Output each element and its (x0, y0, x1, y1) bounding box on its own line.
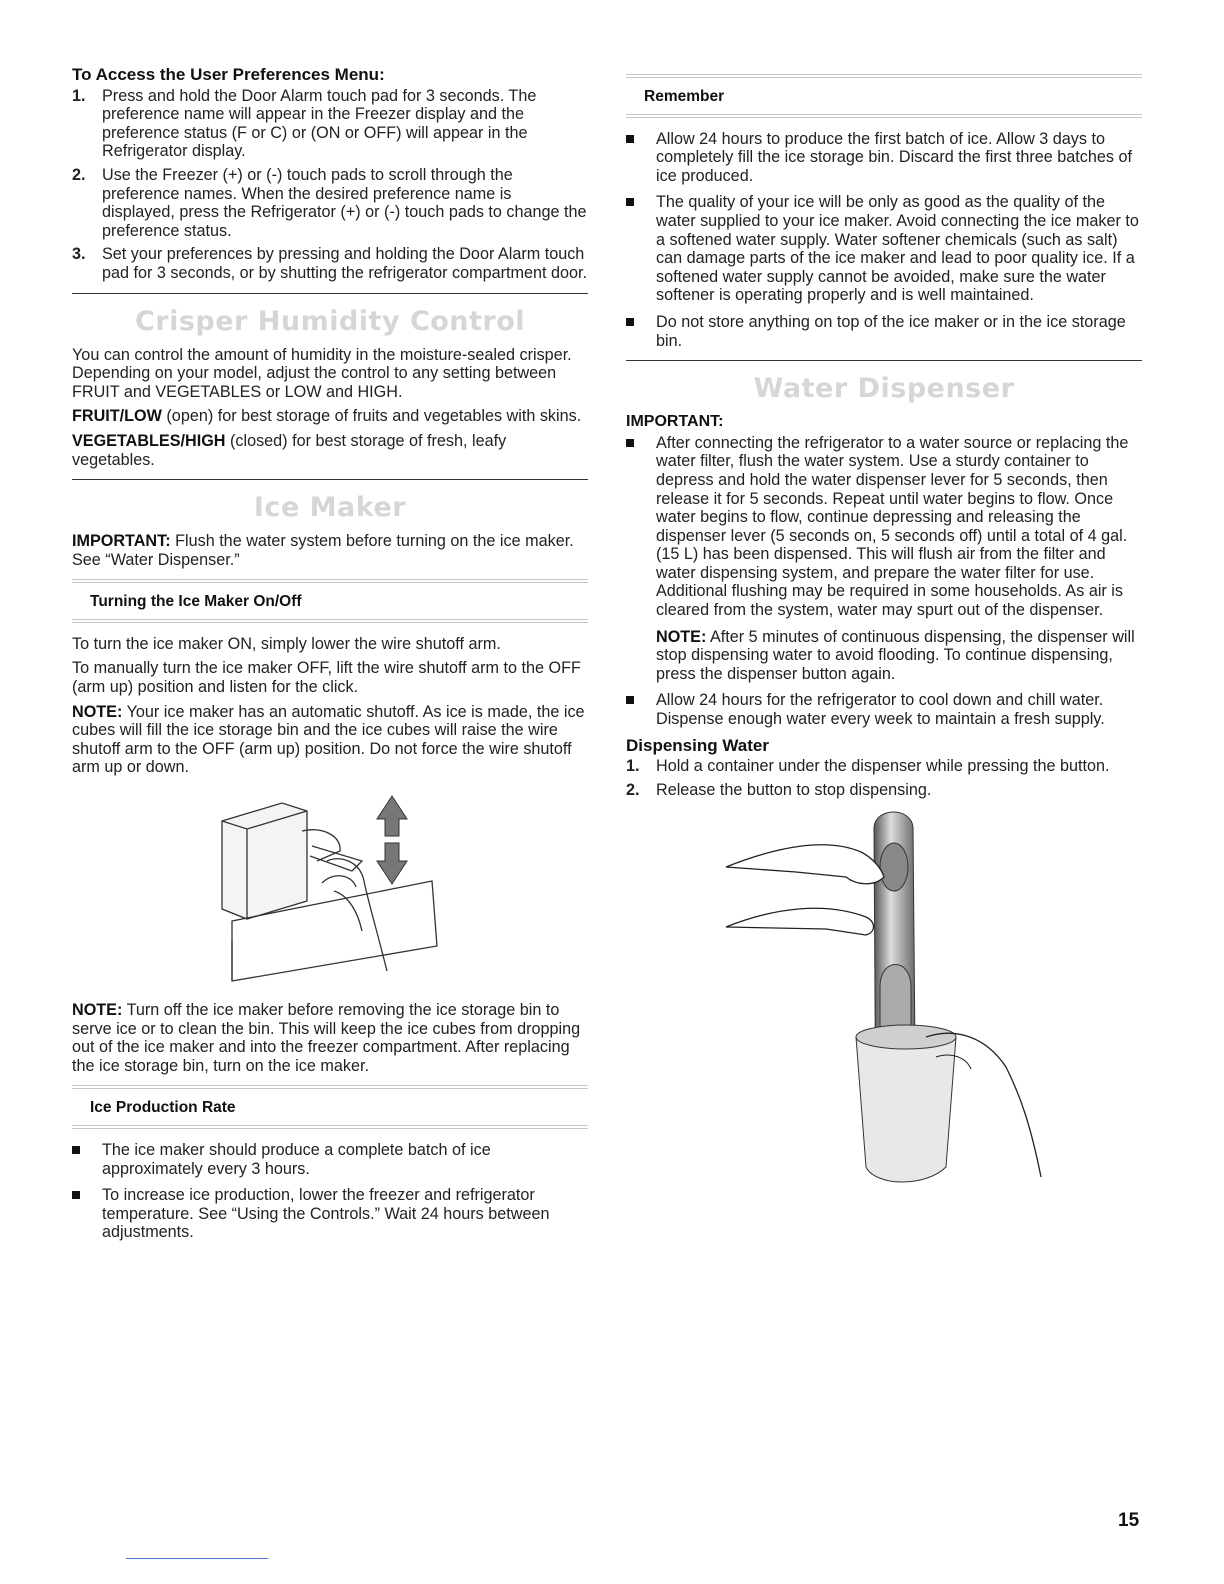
remember-box: Remember (626, 74, 1142, 118)
ice-important-paragraph (72, 532, 588, 569)
turning-ice-maker-box: Turning the Ice Maker On/Off (72, 579, 588, 623)
ice-production-bullets (72, 1141, 588, 1242)
vegetables-high-text: (closed) for best storage of fresh, leafy vegetables. (72, 431, 507, 469)
bullet-text: The ice maker should produce a complete batch of ice approximately every 3 hours. (102, 1141, 491, 1178)
water-dispenser-title: Water Dispenser (753, 373, 1015, 405)
step-text: Hold a container under the dispenser while pressing the button. (656, 757, 1110, 776)
turn-off-text: To manually turn the ice maker OFF, lift the wire shutoff arm to the OFF (arm up) position and listen for the click. (72, 659, 581, 697)
note-text: After 5 minutes of continuous dispensing, the dispenser will stop dispensing water to avoid flooding. To continue dispensing, press the dispenser button again. (656, 627, 1135, 683)
list-item (626, 130, 1142, 186)
note-text: Turn off the ice maker before removing the ice storage bin to serve ice or to clean the bin. This will keep the ice cubes from dropping out of the ice maker and into the freezer compartment. After replacing the ice storage bin, turn on the ice maker. (72, 1001, 581, 1075)
bullet-icon (626, 439, 634, 447)
list-item (626, 757, 1142, 776)
fruit-low-paragraph (72, 407, 588, 426)
bullet-text: To increase ice production, lower the freezer and refrigerator temperature. See “Using the Controls.” Wait 24 hours between adjustments. (102, 1186, 550, 1242)
left-column (72, 66, 588, 1250)
user-preferences-steps (72, 87, 588, 283)
bullet-icon (626, 198, 634, 206)
list-item (626, 691, 1142, 728)
note-text: Your ice maker has an automatic shutoff. As ice is made, the ice cubes will fill the ice storage bin and the ice cubes will raise the wire shutoff arm to the OFF (arm up) position. Do not force the wire shutoff arm up or down. (72, 702, 585, 777)
dispenser-diagram (626, 807, 1142, 1187)
note-label: NOTE: (72, 702, 123, 721)
bullet-text: Allow 24 hours to produce the first batch of ice. Allow 3 days to completely fill the ice storage bin. Discard the first three batches of ice produced. (656, 129, 1132, 185)
step-text: Release the button to stop dispensing. (656, 780, 932, 799)
user-preferences-heading: To Access the User Preferences Menu: (72, 65, 385, 84)
ice-maker-diagram (72, 791, 588, 991)
note-label: NOTE: (72, 1001, 123, 1020)
list-item (626, 781, 1142, 800)
important-label: IMPORTANT: (72, 532, 171, 551)
bullet-text: After connecting the refrigerator to a water source or replacing the water filter, flush the water system. Use a sturdy container to depress and hold the water dispenser lever for 5 seconds, then release it for 5 seconds. Repeat until water begins to flow. Once water begins to flow, continue depressing and releasing the dispenser lever (5 seconds on, 5 seconds off) until a total of 4 gal. (15 L) has been dispensed. This will flush air from the filter and water dispensing system, and prepare the water filter for use. Additional flushing may be required in some households. As air is cleared from the system, water may spurt out of the dispenser. (656, 433, 1129, 620)
step-text: Press and hold the Door Alarm touch pad for 3 seconds. The preference name will appear in the Freezer display and the preference status (F or C) or (ON or OFF) will appear in the Refrigerator display. (102, 86, 537, 161)
step-number: 2. (626, 780, 640, 799)
bullet-text: Allow 24 hours for the refrigerator to cool down and chill water. Dispense enough water every week to maintain a fresh supply. (656, 691, 1105, 729)
fruit-low-text: (open) for best storage of fruits and vegetables with skins. (161, 407, 582, 426)
bullet-text: Do not store anything on top of the ice maker or in the ice storage bin. (656, 312, 1126, 350)
arrow-up-icon (377, 796, 407, 836)
automatic-shutoff-note (72, 703, 588, 777)
crisper-humidity-title: Crisper Humidity Control (134, 305, 526, 337)
step-number: 3. (72, 245, 86, 264)
turn-on-text: To turn the ice maker ON, simply lower the wire shutoff arm. (72, 634, 501, 653)
list-item (72, 1141, 588, 1178)
list-item (72, 245, 588, 282)
dispensing-water-heading: Dispensing Water (626, 735, 769, 755)
bullet-icon (626, 318, 634, 326)
important-heading: IMPORTANT: (626, 413, 724, 431)
bullet-icon (626, 135, 634, 143)
list-item (72, 87, 588, 161)
bullet-icon (72, 1191, 80, 1199)
remove-bin-note (72, 1001, 588, 1075)
important-text: Flush the water system before turning on the ice maker. See “Water Dispenser.” (72, 532, 574, 569)
ice-maker-illustration (72, 791, 588, 991)
ice-production-rate-box: Ice Production Rate (72, 1085, 588, 1129)
list-item (626, 434, 1142, 684)
continuous-dispensing-note (656, 628, 1142, 684)
arrow-down-icon (377, 843, 407, 884)
remember-bullets (626, 130, 1142, 351)
footer-line (126, 1558, 268, 1559)
dispensing-steps (626, 757, 1142, 799)
list-item (72, 1186, 588, 1242)
ice-maker-title: Ice Maker (253, 492, 407, 524)
fruit-low-label: FRUIT/LOW (72, 407, 162, 426)
list-item (72, 166, 588, 240)
step-number: 2. (72, 165, 86, 184)
section-divider (72, 293, 588, 294)
page-number: 15 (1118, 1510, 1140, 1531)
step-text: Set your preferences by pressing and holding the Door Alarm touch pad for 3 seconds, or by shutting the refrigerator compartment door. (102, 245, 587, 282)
list-item (626, 193, 1142, 305)
section-divider (626, 360, 1142, 361)
list-item (626, 313, 1142, 350)
right-column (626, 66, 1142, 1187)
water-dispenser-illustration (626, 807, 1142, 1187)
step-number: 1. (72, 86, 86, 105)
step-text: Use the Freezer (+) or (-) touch pads to scroll through the preference names. When the desired preference name is displayed, press the Refrigerator (+) or (-) touch pads to change the preference status. (102, 165, 587, 240)
step-number: 1. (626, 757, 640, 776)
bullet-icon (72, 1146, 80, 1154)
vegetables-high-paragraph (72, 432, 588, 469)
bullet-icon (626, 696, 634, 704)
vegetables-high-label: VEGETABLES/HIGH (72, 431, 226, 450)
bullet-text: The quality of your ice will be only as good as the quality of the water supplied to your ice maker. Avoid connecting the ice maker to a softened water supply. Water softener chemicals (such as salt) can damage parts of the ice maker and lead to poor quality ice. If a softened water supply cannot be avoided, make sure the water softener is operating properly and is well maintained. (656, 193, 1139, 305)
section-divider (72, 479, 588, 480)
water-dispenser-bullets (626, 434, 1142, 729)
crisper-intro: You can control the amount of humidity in the moisture-sealed crisper. Depending on your model, adjust the control to any setting between FRUIT and VEGETABLES or LOW and HIGH. (72, 345, 572, 401)
note-label: NOTE: (656, 627, 707, 646)
